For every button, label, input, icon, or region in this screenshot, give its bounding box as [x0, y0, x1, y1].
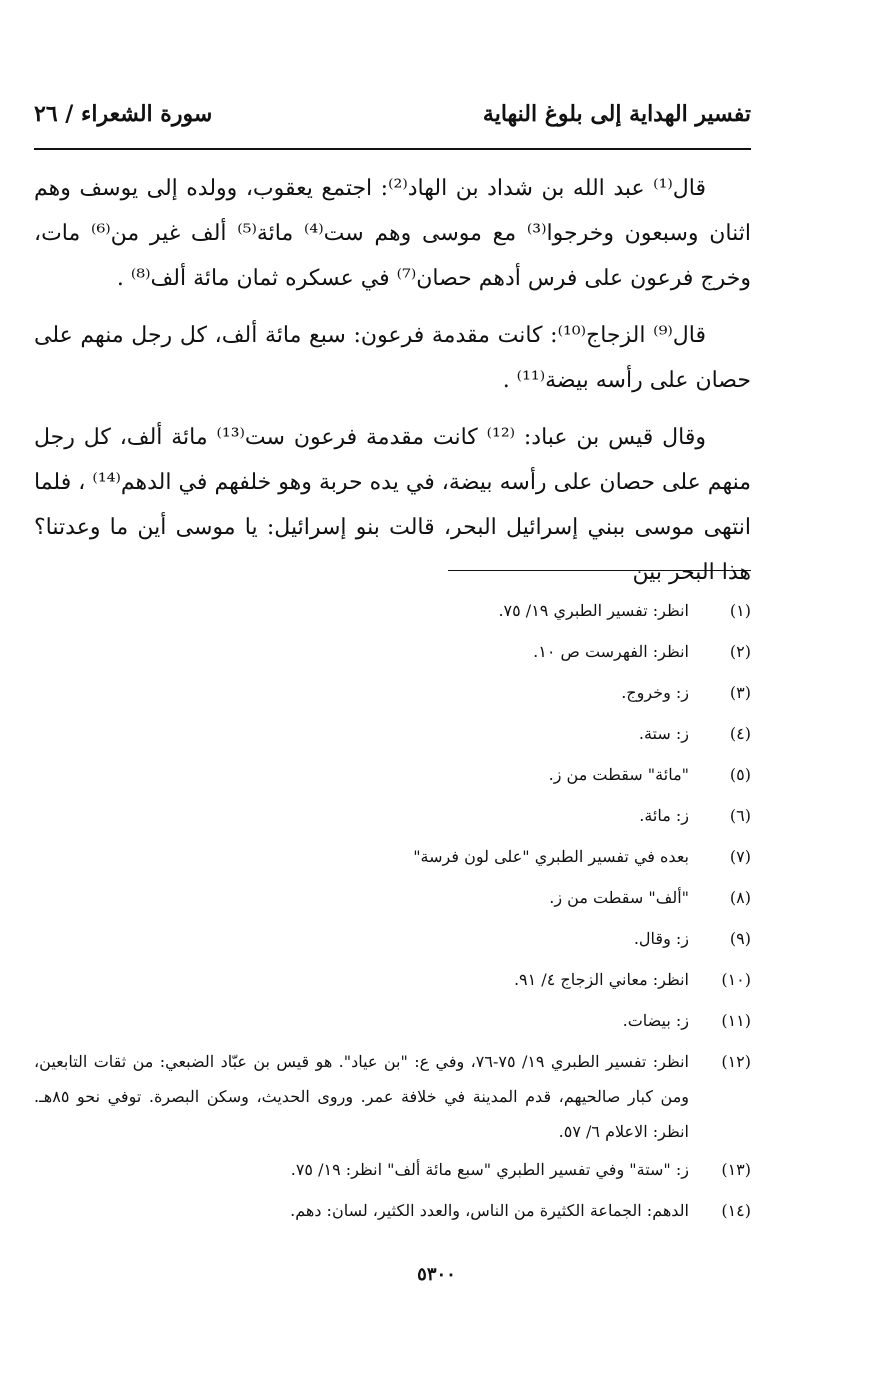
footnote-number: (١١): [721, 1011, 751, 1030]
book-title: تفسير الهداية إلى بلوغ النهاية: [482, 101, 751, 127]
paragraph: [34, 313, 751, 403]
footnote-text: انظر: تفسير الطبري ١٩/ ٧٥.: [498, 601, 689, 620]
footnote-item: [34, 795, 751, 836]
footnote-number: (٥): [729, 765, 751, 784]
footnote-number: (١٠): [721, 970, 751, 989]
footnote-text: ز: مائة.: [639, 806, 689, 825]
footnote-text: ز: بيضات.: [622, 1011, 689, 1030]
footnote-divider: [448, 570, 751, 571]
surah-label: سورة الشعراء / ٢٦: [34, 101, 213, 127]
footnote-item: [34, 631, 751, 672]
page-header: [34, 101, 751, 141]
footnote-text: انظر: الفهرست ص ١٠.: [533, 642, 689, 661]
footnote-text: بعده في تفسير الطبري "على لون فرسة": [413, 847, 689, 866]
paragraph-text: قال⁽¹⁾ عبد الله بن شداد بن الهاد⁽²⁾: اجتمع يعقوب، وولده إلى يوسف وهم اثنان وسبعون وخرجوا⁽³⁾ مع موسى وهم ست⁽⁴⁾ مائة⁽⁵⁾ ألف غير من⁽⁶⁾ مات، وخرج فرعون على فرس أدهم حصان⁽⁷⁾ في عسكره ثمان مائة ألف⁽⁸⁾ .: [34, 176, 751, 291]
footnote-number: (٢): [729, 642, 751, 661]
paragraph: [34, 166, 751, 301]
footnote-number: (٧): [729, 847, 751, 866]
footnote-item: [34, 713, 751, 754]
footnote-number: (١٤): [721, 1201, 751, 1220]
footnote-number: (٨): [729, 888, 751, 907]
footnote-text: انظر: تفسير الطبري ١٩/ ٧٥-٧٦، وفي ع: "بن عياد". هو قيس بن عبّاد الضبعي: من ثقات التابعين، ومن كبار صالحيهم، قدم المدينة في خلافة عمر. وروى الحديث، وسكن البصرة. توفي نحو ٨٥هـ. انظر: الاعلام ٦/ ٥٧.: [34, 1052, 689, 1141]
footnote-number: (١٢): [721, 1052, 751, 1071]
footnote-item: [34, 959, 751, 1000]
footnote-item: [34, 754, 751, 795]
paragraph-text: وقال قيس بن عباد: ⁽¹²⁾ كانت مقدمة فرعون ست⁽¹³⁾ مائة ألف، كل رجل منهم على حصان على رأسه بيضة، في يده حربة وهو خلفهم في الدهم⁽¹⁴⁾ ، فلما انتهى موسى ببني إسرائيل البحر، قالت بنو إسرائيل: يا موسى أين ما وعدتنا؟ هذا البحر بين: [34, 425, 752, 585]
footnote-text: الدهم: الجماعة الكثيرة من الناس، والعدد الكثير، لسان: دهم.: [290, 1201, 689, 1220]
footnote-item: [34, 918, 751, 959]
page-number: ٥٣٠٠: [417, 1264, 456, 1285]
footnote-item: [34, 877, 751, 918]
footnote-number: (١٣): [721, 1160, 751, 1179]
footnote-item: [34, 1149, 751, 1190]
footnote-text: ز: وقال.: [633, 929, 689, 948]
footnote-item: [34, 836, 751, 877]
footnote-text: ز: ستة.: [638, 724, 689, 743]
footnote-number: (١): [729, 601, 751, 620]
footnote-item: [34, 1190, 751, 1231]
footnote-item: [34, 1041, 751, 1149]
footnote-number: (٤): [729, 724, 751, 743]
paragraph: [34, 415, 751, 595]
footnote-number: (٦): [729, 806, 751, 825]
footnote-item: [34, 590, 751, 631]
footnote-text: انظر: معاني الزجاج ٤/ ٩١.: [513, 970, 689, 989]
footnotes-list: [34, 590, 751, 1231]
header-divider: [34, 148, 751, 150]
footnote-item: [34, 1000, 751, 1041]
paragraph-text: قال⁽⁹⁾ الزجاج⁽¹⁰⁾: كانت مقدمة فرعون: سبع مائة ألف، كل رجل منهم على حصان على رأسه بيضة⁽¹¹⁾ .: [34, 323, 751, 393]
footnote-text: "مائة" سقطت من ز.: [548, 765, 689, 784]
footnote-number: (٩): [729, 929, 751, 948]
footnote-text: ز: وخروج.: [621, 683, 689, 702]
footnote-item: [34, 672, 751, 713]
footnote-text: ز: "ستة" وفي تفسير الطبري "سبع مائة ألف" انظر: ١٩/ ٧٥.: [290, 1160, 689, 1179]
footnote-text: "ألف" سقطت من ز.: [549, 888, 689, 907]
main-text: [34, 166, 751, 607]
footnote-number: (٣): [729, 683, 751, 702]
